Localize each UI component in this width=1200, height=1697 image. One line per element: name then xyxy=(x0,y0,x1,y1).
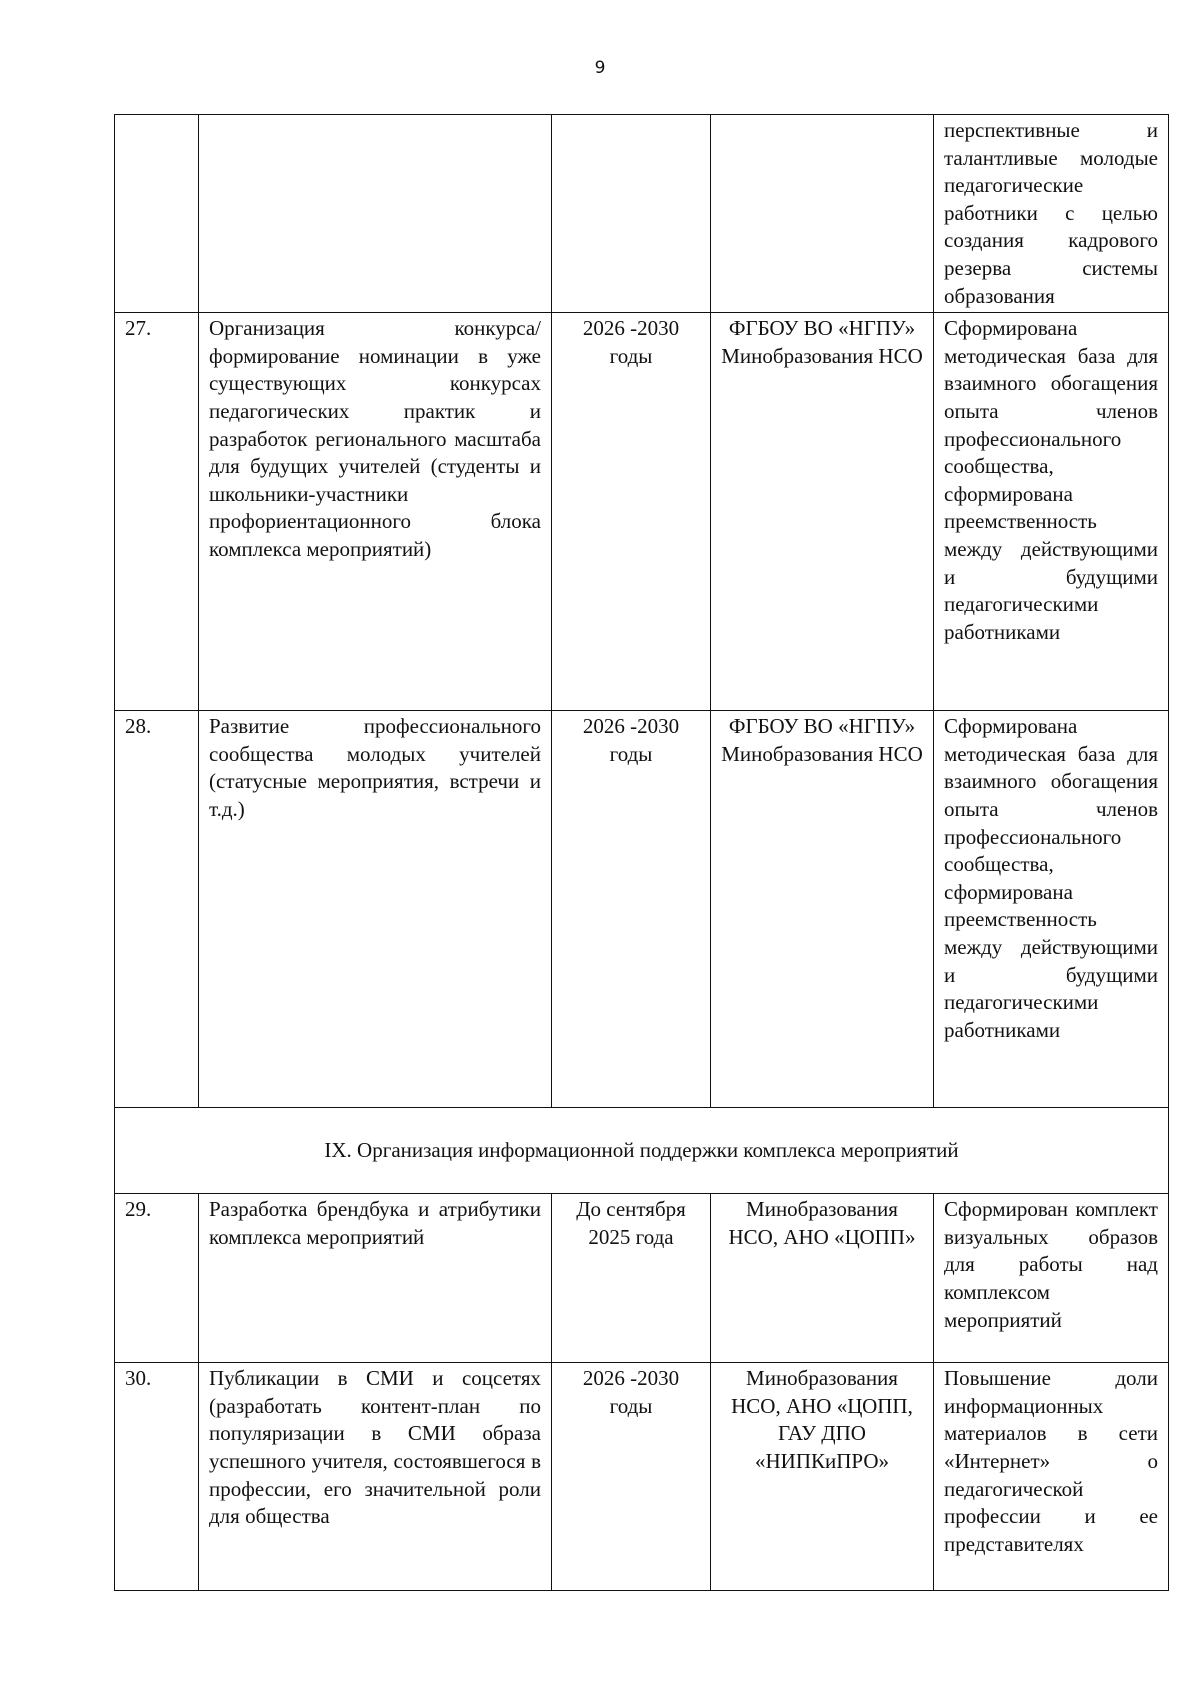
section-heading-row xyxy=(115,1108,1169,1194)
activity-cell xyxy=(199,1194,552,1363)
result-cell xyxy=(934,1194,1169,1363)
executors-cell xyxy=(711,1194,934,1363)
executors-cell xyxy=(711,711,934,1108)
table-row xyxy=(115,1363,1169,1591)
term-cell xyxy=(552,1363,711,1591)
activity-text: Разработка брендбука и атрибутики комплекса мероприятий xyxy=(209,1197,541,1249)
activity-cell xyxy=(199,115,552,313)
table-row xyxy=(115,313,1169,711)
activity-text: Развитие профессионального сообщества молодых учителей (статусные мероприятия, встречи и т.д.) xyxy=(209,714,541,821)
activity-cell xyxy=(199,1363,552,1591)
term-text: 2026 -2030 годы xyxy=(582,316,680,368)
executors-text: ФГБОУ ВО «НГПУ» Минобразования НСО xyxy=(721,714,923,766)
number-cell xyxy=(115,115,199,313)
term-cell xyxy=(552,711,711,1108)
executors-text: Минобразования НСО, АНО «ЦОПП, ГАУ ДПО «НИПКиПРО» xyxy=(731,1366,913,1473)
result-cell xyxy=(934,313,1169,711)
number-cell xyxy=(115,313,199,711)
activity-text: Организация конкурса/формирование номинации в уже существующих конкурсах педагогических практик и разработок регионального масштаба для будущих учителей (студенты и школьники-участники профориентационного блока комплекса мероприятий) xyxy=(209,316,541,561)
row-number: 28. xyxy=(125,714,152,739)
result-cell xyxy=(934,1363,1169,1591)
term-text: 2026 -2030 годы xyxy=(582,1366,680,1418)
number-cell xyxy=(115,1363,199,1591)
section-heading: IX. Организация информационной поддержки комплекса мероприятий xyxy=(115,1108,1169,1194)
executors-cell xyxy=(711,313,934,711)
activities-table xyxy=(114,114,1169,1591)
row-number: 30. xyxy=(125,1366,152,1391)
table-row xyxy=(115,711,1169,1108)
term-cell xyxy=(552,313,711,711)
term-cell xyxy=(552,115,711,313)
activity-cell xyxy=(199,711,552,1108)
activity-cell xyxy=(199,313,552,711)
term-text: 2026 -2030 годы xyxy=(582,714,680,766)
page-number: 9 xyxy=(594,58,606,78)
executors-cell xyxy=(711,115,934,313)
result-text: Сформирована методическая база для взаимного обогащения опыта членов профессионального сообщества, сформирована преемственность между действующими и будущими педагогическими работниками xyxy=(944,714,1158,1042)
activity-text: Публикации в СМИ и соцсетях (разработать контент-план по популяризации в СМИ образа успешного учителя, состоявшегося в профессии, его значительной роли для общества xyxy=(209,1366,541,1529)
executors-text: ФГБОУ ВО «НГПУ» Минобразования НСО xyxy=(721,316,923,368)
result-text: перспективные и талантливые молодые педагогические работники с целью создания кадрового резерва системы образования xyxy=(944,118,1158,308)
table-row xyxy=(115,1194,1169,1363)
result-cell xyxy=(934,115,1169,313)
row-number: 29. xyxy=(125,1197,152,1222)
executors-text: Минобразования НСО, АНО «ЦОПП» xyxy=(728,1197,916,1249)
row-number: 27. xyxy=(125,316,152,341)
result-text: Сформирована методическая база для взаимного обогащения опыта членов профессионального сообщества, сформирована преемственность между действующими и будущими педагогическими работниками xyxy=(944,316,1158,644)
result-text: Сформирован комплект визуальных образов для работы над комплексом мероприятий xyxy=(944,1197,1158,1332)
result-text: Повышение доли информационных материалов в сети «Интернет» о педагогической профессии и ее представителях xyxy=(944,1366,1158,1556)
result-cell xyxy=(934,711,1169,1108)
term-text: До сентября 2025 года xyxy=(576,1197,686,1249)
term-cell xyxy=(552,1194,711,1363)
number-cell xyxy=(115,711,199,1108)
executors-cell xyxy=(711,1363,934,1591)
number-cell xyxy=(115,1194,199,1363)
table-row-continuation xyxy=(115,115,1169,313)
